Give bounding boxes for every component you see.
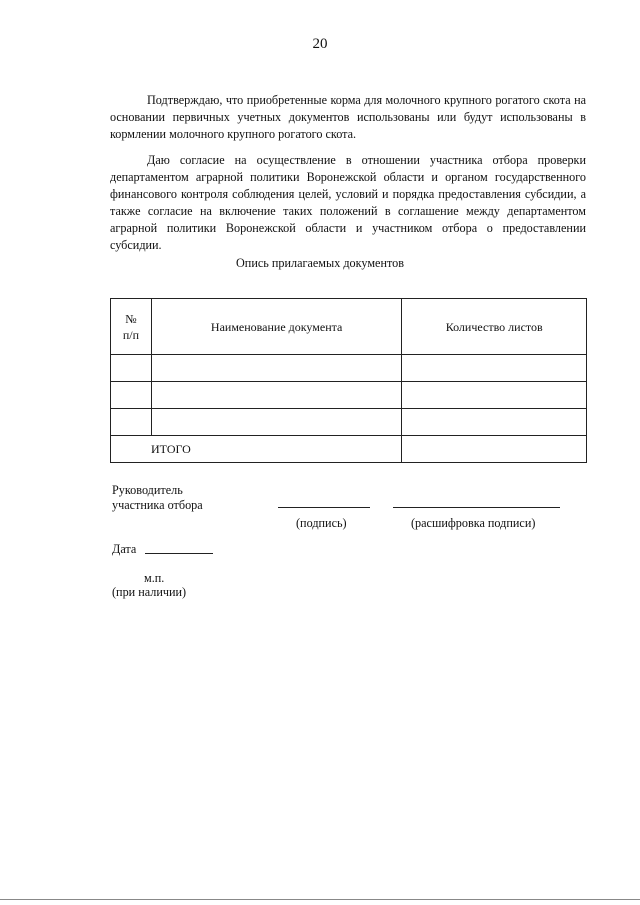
row-document-name-cell	[151, 355, 401, 382]
seal-note: (при наличии)	[112, 585, 187, 599]
signature-decipher-caption: (расшифровка подписи)	[411, 516, 536, 530]
row-document-name-cell	[151, 382, 401, 409]
column-header-number-symbol: №	[125, 311, 137, 326]
total-label: ИТОГО	[111, 436, 402, 463]
consent-paragraph: Даю согласие на осуществление в отношении участника отбора проверки департаментом аграрной политики Воронежской области и органом государственного финансового контроля соблюдения целей, условий и порядка предоставления субсидии, а также согласие на включение таких положений в соглашение между департаментом аграрной политики Воронежской области и участником отбора о предоставлении субсидии.	[110, 153, 586, 252]
signature-caption: (подпись)	[296, 516, 347, 530]
page-number: 20	[312, 36, 328, 52]
row-number-cell	[111, 409, 152, 436]
date-label: Дата	[112, 542, 137, 556]
inventory-title: Опись прилагаемых документов	[236, 256, 404, 270]
table-header-row	[111, 299, 587, 355]
table-row	[111, 355, 587, 382]
column-header-number-abbr: п/п	[122, 327, 140, 342]
page-bottom-rule	[0, 899, 640, 900]
row-document-name-cell	[151, 409, 401, 436]
seal-label: м.п.	[144, 571, 165, 585]
signature-decipher-line[interactable]	[393, 507, 560, 508]
documents-table	[110, 298, 587, 463]
confirmation-paragraph: Подтверждаю, что приобретенные корма для молочного крупного рогатого скота на основании первичных учетных документов использованы или будут использованы в кормлении молочного крупного рогатого скота.	[110, 93, 586, 141]
signature-line[interactable]	[278, 507, 370, 508]
column-header-document-name: Наименование документа	[151, 299, 401, 355]
date-line[interactable]	[145, 553, 213, 554]
total-row	[111, 436, 587, 463]
row-sheet-count-cell	[402, 382, 587, 409]
head-title-line2: участника отбора	[112, 498, 203, 512]
head-title-line1: Руководитель	[112, 483, 183, 497]
table-row	[111, 409, 587, 436]
row-number-cell	[111, 355, 152, 382]
total-sheet-count-cell	[402, 436, 587, 463]
row-number-cell	[111, 382, 152, 409]
column-header-sheet-count: Количество листов	[402, 299, 587, 355]
table-row	[111, 382, 587, 409]
row-sheet-count-cell	[402, 355, 587, 382]
row-sheet-count-cell	[402, 409, 587, 436]
column-header-number	[111, 299, 152, 355]
